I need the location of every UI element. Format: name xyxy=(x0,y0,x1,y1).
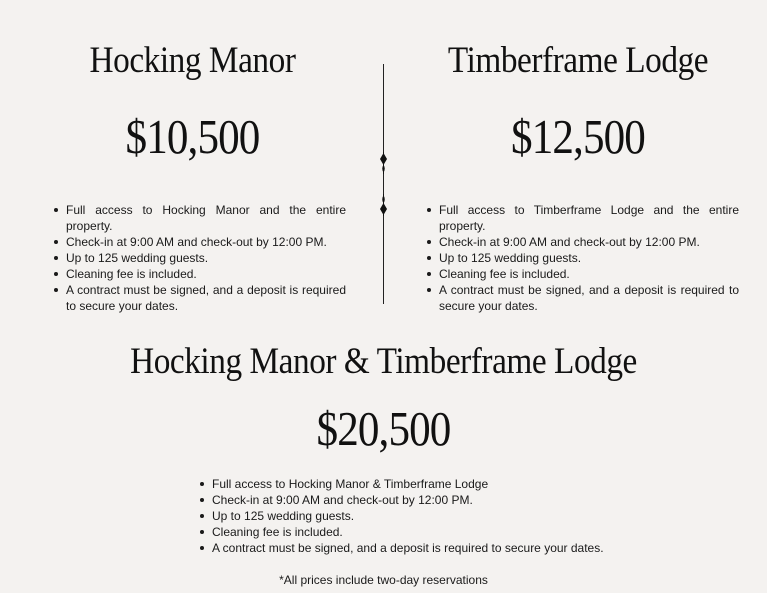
list-item: Cleaning fee is included. xyxy=(66,266,346,282)
pricing-footnote: *All prices include two-day reservations xyxy=(279,573,488,587)
vertical-divider xyxy=(383,64,384,304)
diamond-flourish-icon xyxy=(377,152,390,174)
list-item: A contract must be signed, and a deposit is required to secure your dates. xyxy=(212,540,642,556)
list-item: Up to 125 wedding guests. xyxy=(439,250,739,266)
list-item: Check-in at 9:00 AM and check-out by 12:00 PM. xyxy=(212,492,642,508)
list-item: Cleaning fee is included. xyxy=(439,266,739,282)
list-item: Check-in at 9:00 AM and check-out by 12:00 PM. xyxy=(66,234,346,250)
list-item: Full access to Hocking Manor and the entire property. xyxy=(66,203,346,233)
diamond-flourish-icon xyxy=(377,194,390,216)
list-item: Check-in at 9:00 AM and check-out by 12:00 PM. xyxy=(439,234,739,250)
timberframe-lodge-title: Timberframe Lodge xyxy=(447,40,709,81)
hocking-manor-title: Hocking Manor xyxy=(89,40,296,81)
timberframe-lodge-feature-list xyxy=(413,202,739,314)
timberframe-lodge-price: $12,500 xyxy=(511,109,645,164)
list-item: Full access to Hocking Manor & Timberframe Lodge xyxy=(212,476,642,492)
list-item: Up to 125 wedding guests. xyxy=(212,508,642,524)
combined-package-title: Hocking Manor & Timberframe Lodge xyxy=(130,341,637,382)
list-item: A contract must be signed, and a deposit is required to secure your dates. xyxy=(66,283,346,313)
hocking-manor-feature-list xyxy=(40,202,346,314)
list-item: Full access to Timberframe Lodge and the entire property. xyxy=(439,203,739,233)
list-item: A contract must be signed, and a deposit is required to secure your dates. xyxy=(439,283,739,313)
list-item: Cleaning fee is included. xyxy=(212,524,642,540)
combined-package-feature-list xyxy=(186,476,642,556)
hocking-manor-price: $10,500 xyxy=(125,109,260,164)
combined-package-price: $20,500 xyxy=(316,401,451,456)
list-item: Up to 125 wedding guests. xyxy=(66,250,346,266)
